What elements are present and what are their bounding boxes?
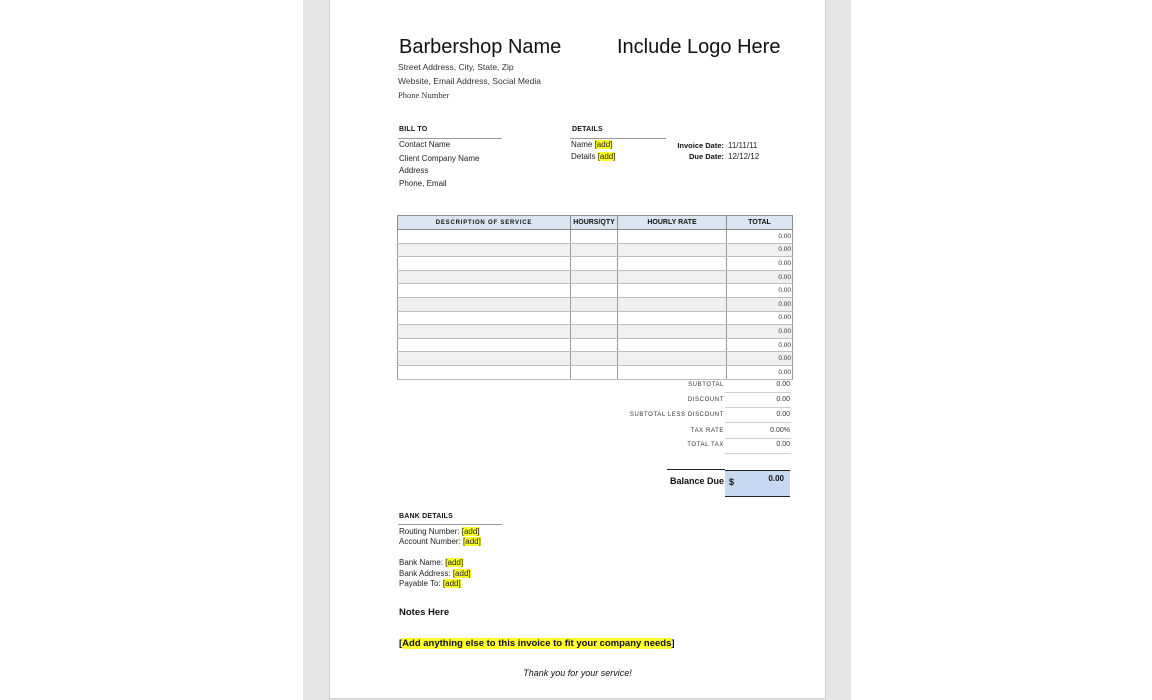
details-name-add: [add] [594,140,613,149]
bank-address [399,569,471,578]
details-details-add: [add] [597,152,616,161]
row-hours-cell [571,243,618,257]
discount-label: DISCOUNT [687,397,724,403]
row-total-cell: 0.00 [727,257,793,271]
routing-number [399,527,480,536]
table-row [398,284,793,298]
tax-rate-label: TAX RATE [690,428,724,434]
table-row [398,257,793,271]
details-details-label: Details [571,152,596,161]
row-rate-cell [618,365,727,379]
row-hours-cell [571,270,618,284]
table-row [398,311,793,325]
balance-due-label: Balance Due [669,476,724,486]
row-description-cell [398,230,571,244]
logo-placeholder: Include Logo Here [617,36,781,58]
row-description-cell [398,243,571,257]
total-tax-label: TOTAL TAX [687,442,724,448]
balance-top-rule [667,469,725,470]
row-total-cell: 0.00 [727,284,793,298]
row-description-cell [398,284,571,298]
row-rate-cell [618,338,727,352]
subtotal-less-line [725,422,791,423]
account-number-label: Account Number: [399,537,461,546]
bank-name-label: Bank Name: [399,558,444,567]
table-row [398,230,793,244]
row-description-cell [398,325,571,339]
row-total-cell: 0.00 [727,352,793,366]
bill-to-phone: Phone, Email [399,179,447,188]
table-row [398,297,793,311]
col-description: DESCRIPTION OF SERVICE [398,216,571,230]
row-hours-cell [571,257,618,271]
row-rate-cell [618,311,727,325]
balance-due-value: 0.00 [768,474,784,483]
row-hours-cell [571,284,618,298]
row-rate-cell [618,297,727,311]
tax-rate-line [725,438,791,439]
add-note-line [399,638,675,649]
row-description-cell [398,365,571,379]
row-rate-cell [618,284,727,298]
row-hours-cell [571,297,618,311]
add-note-bracket-open: [ [399,638,403,649]
bill-to-company: Client Company Name [399,154,480,163]
details-details [571,152,615,161]
invoice-page [329,0,826,699]
bill-to-heading: BILL TO [399,126,428,133]
bank-name-add: [add] [445,558,464,567]
col-hourly-rate: HOURLY RATE [618,216,727,230]
details-name [571,140,612,149]
row-description-cell [398,297,571,311]
bank-address-add: [add] [452,569,471,578]
routing-number-add: [add] [461,527,480,536]
web-line: Website, Email Address, Social Media [398,76,541,86]
bill-to-underline [398,138,502,139]
row-hours-cell [571,365,618,379]
table-row [398,352,793,366]
bank-name [399,558,463,567]
account-number-add: [add] [463,537,481,546]
subtotal-less-discount-value: 0.00 [776,411,790,418]
row-description-cell [398,270,571,284]
row-total-cell: 0.00 [727,325,793,339]
row-total-cell: 0.00 [727,365,793,379]
row-rate-cell [618,352,727,366]
table-row [398,365,793,379]
add-note-text: Add anything else to this invoice to fit your company needs [402,638,672,649]
details-underline [570,138,666,139]
row-description-cell [398,311,571,325]
business-name: Barbershop Name [399,36,562,58]
row-rate-cell [618,325,727,339]
payable-to-label: Payable To: [399,579,441,588]
phone-line: Phone Number [398,90,450,100]
col-total: TOTAL [727,216,793,230]
col-hours-qty: HOURS/QTY [571,216,618,230]
table-row [398,338,793,352]
routing-number-label: Routing Number: [399,527,460,536]
row-total-cell: 0.00 [727,338,793,352]
due-date-label: Due Date: [688,152,724,161]
row-description-cell [398,338,571,352]
bank-details-underline [398,524,502,525]
subtotal-label: SUBTOTAL [688,382,724,388]
table-row [398,243,793,257]
payable-to-add: [add] [442,579,461,588]
row-hours-cell [571,338,618,352]
row-rate-cell [618,257,727,271]
row-total-cell: 0.00 [727,270,793,284]
bill-to-address: Address [399,166,429,175]
services-table [397,215,793,380]
notes-heading: Notes Here [399,607,450,618]
invoice-date: 11/11/11 [728,141,758,150]
account-number [399,537,481,546]
bank-details-heading: BANK DETAILS [399,513,453,520]
bank-address-label: Bank Address: [399,569,451,578]
row-rate-cell [618,243,727,257]
subtotal-less-discount-label: SUBTOTAL LESS DISCOUNT [629,412,724,418]
due-date: 12/12/12 [728,152,760,161]
details-heading: DETAILS [572,126,603,133]
table-row [398,270,793,284]
discount-line [725,407,791,408]
row-hours-cell [571,311,618,325]
tax-rate-value: 0.00% [770,427,790,434]
row-hours-cell [571,230,618,244]
invoice-date-label: Invoice Date: [677,141,724,150]
thank-you-note: Thank you for your service! [523,668,632,678]
payable-to [399,579,461,588]
subtotal-value: 0.00 [776,381,790,388]
details-name-label: Name [571,140,593,149]
bill-to-contact: Contact Name [399,140,451,149]
add-note-bracket-close: ] [671,638,675,649]
currency-symbol: $ [729,477,735,487]
balance-due-box [725,470,790,497]
row-description-cell [398,352,571,366]
row-hours-cell [571,325,618,339]
table-header-row [398,216,793,230]
row-total-cell: 0.00 [727,230,793,244]
total-tax-value: 0.00 [776,441,790,448]
row-total-cell: 0.00 [727,243,793,257]
row-hours-cell [571,352,618,366]
row-total-cell: 0.00 [727,297,793,311]
row-rate-cell [618,230,727,244]
address-line: Street Address, City, State, Zip [398,62,514,72]
row-total-cell: 0.00 [727,311,793,325]
total-tax-line [725,453,791,454]
table-row [398,325,793,339]
subtotal-line [725,392,791,393]
row-rate-cell [618,270,727,284]
discount-value: 0.00 [776,396,790,403]
row-description-cell [398,257,571,271]
